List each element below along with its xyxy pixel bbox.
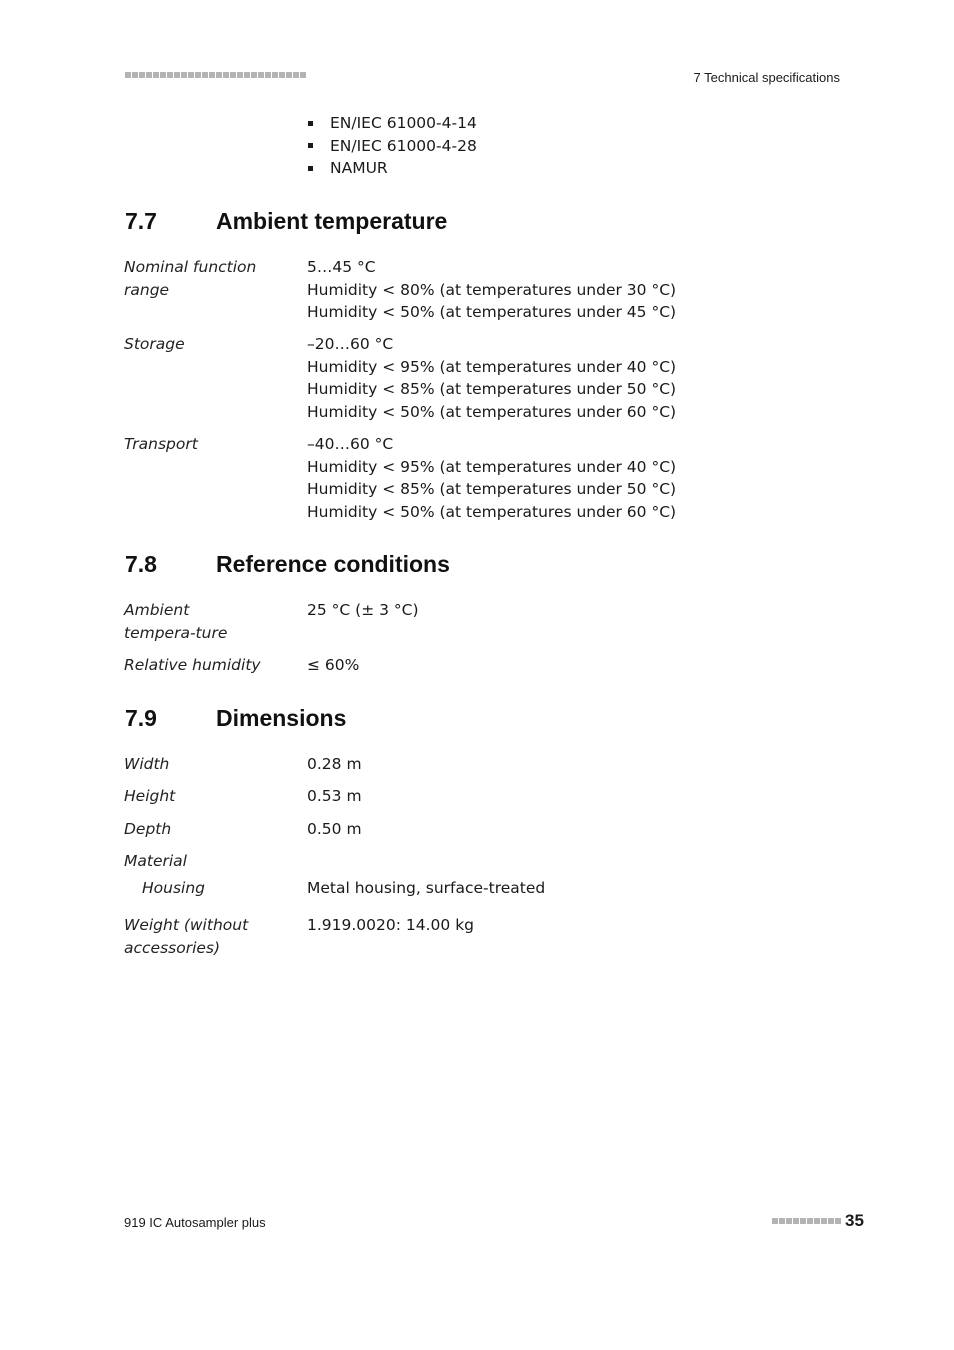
- spec-label: Depth: [124, 820, 172, 838]
- list-item: EN/IEC 61000-4-28: [307, 135, 477, 158]
- spec-value: Metal housing, surface-treated: [307, 879, 546, 897]
- spec-label: Ambient tempera-ture: [124, 601, 228, 642]
- spec-value: 0.50 m: [307, 820, 362, 838]
- spec-value: 0.28 m: [307, 755, 362, 773]
- spec-value: 0.53 m: [307, 787, 362, 805]
- list-item: NAMUR: [307, 157, 477, 180]
- spec-label: Relative humidity: [124, 656, 261, 674]
- page-number: 35: [845, 1211, 864, 1230]
- header-decoration: [125, 72, 306, 78]
- spec-value: 25 °C (± 3 °C): [307, 601, 419, 619]
- bullet-icon: [308, 121, 313, 126]
- spec-label: Height: [124, 787, 176, 805]
- bullet-icon: [308, 143, 313, 148]
- spec-value: 1.919.0020: 14.00 kg: [307, 916, 475, 934]
- spec-label: Nominal function range: [124, 258, 257, 299]
- spec-label: Weight (without accessories): [124, 916, 249, 957]
- section-heading-ambient: 7.7 Ambient temperature: [125, 208, 448, 234]
- chapter-header: 7 Technical specifications: [693, 70, 840, 85]
- list-item: EN/IEC 61000-4-14: [307, 112, 477, 135]
- footer-decoration: [772, 1218, 841, 1224]
- footer-product: 919 IC Autosampler plus: [124, 1215, 266, 1230]
- spec-sublabel: Housing: [142, 879, 206, 897]
- spec-label: Width: [124, 755, 170, 773]
- spec-label: Transport: [124, 435, 198, 453]
- spec-value: ≤ 60%: [307, 656, 360, 674]
- standards-list: [307, 112, 477, 180]
- spec-label: Storage: [124, 335, 185, 353]
- spec-value: –40…60 °C Humidity < 95% (at temperatures under 40 °C) Humidity < 85% (at temperatures under 50 °C) Humidity < 50% (at temperatures under 60 °C): [307, 435, 677, 521]
- section-heading-dimensions: 7.9 Dimensions: [125, 705, 347, 731]
- bullet-icon: [308, 166, 313, 171]
- spec-value: 5…45 °C Humidity < 80% (at temperatures under 30 °C) Humidity < 50% (at temperatures under 45 °C): [307, 258, 677, 321]
- section-heading-reference: 7.8 Reference conditions: [125, 551, 450, 577]
- spec-label: Material: [124, 852, 187, 870]
- spec-value: –20…60 °C Humidity < 95% (at temperatures under 40 °C) Humidity < 85% (at temperatures under 50 °C) Humidity < 50% (at temperatures under 60 °C): [307, 335, 677, 421]
